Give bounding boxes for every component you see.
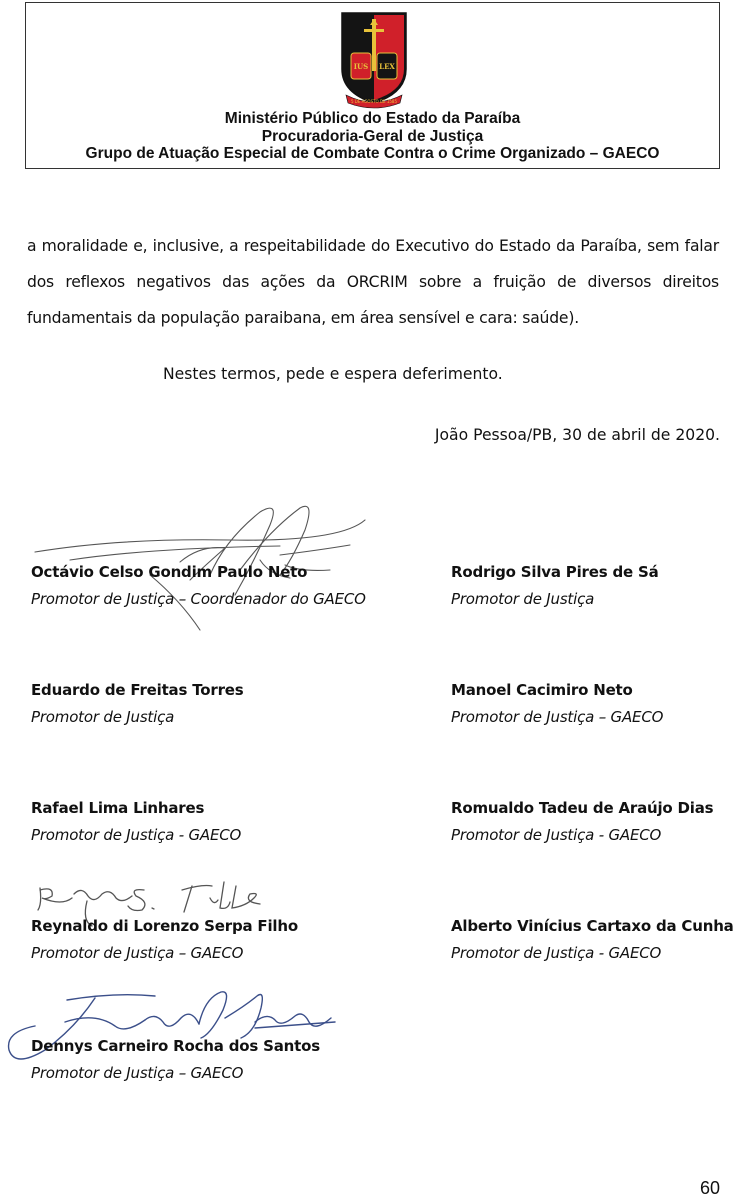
signatory-name: Reynaldo di Lorenzo Serpa Filho (31, 917, 298, 935)
body-paragraph: a moralidade e, inclusive, a respeitabilidade do Executivo do Estado da Paraíba, sem falar dos reflexos negativos das ações da ORCRIM sobre a fruição de diversos direitos fundamentais da população paraibana, em área sensível e cara: saúde). (27, 237, 719, 327)
signatory-manoel (451, 677, 738, 731)
signatory-name: Rafael Lima Linhares (31, 799, 205, 817)
signatory-name: Alberto Vinícius Cartaxo da Cunha (451, 917, 734, 935)
signatory-alberto (451, 913, 738, 967)
signatory-dennys (31, 1033, 331, 1087)
signatory-eduardo (31, 677, 331, 731)
signatory-name: Rodrigo Silva Pires de Sá (451, 563, 659, 581)
header-institution: Ministério Público do Estado da Paraíba (224, 110, 521, 127)
emblem-motto-ius: IUS (353, 62, 369, 71)
signatory-role: Promotor de Justiça - GAECO (451, 944, 662, 962)
signatory-reynaldo (31, 913, 331, 967)
mppb-emblem-icon (340, 11, 408, 109)
place-date: João Pessoa/PB, 30 de abril de 2020. (434, 426, 720, 444)
page-number: 60 (699, 1178, 720, 1198)
signatory-role: Promotor de Justiça – GAECO (31, 1064, 244, 1082)
signatory-role: Promotor de Justiça – GAECO (31, 944, 244, 962)
signatory-romualdo (451, 795, 738, 849)
signatory-name: Romualdo Tadeu de Araújo Dias (451, 799, 714, 817)
signatory-role: Promotor de Justiça - GAECO (31, 826, 242, 844)
emblem-ribbon-text: 5 DE AGOSTO DE 1585 (350, 99, 398, 104)
signatory-rodrigo (451, 559, 738, 613)
header-department: Procuradoria-Geral de Justiça (261, 128, 484, 145)
closing-line: Nestes termos, pede e espera deferimento. (163, 365, 503, 383)
signatory-role: Promotor de Justiça (451, 590, 595, 608)
signatory-role: Promotor de Justiça – GAECO (451, 708, 664, 726)
signatory-role: Promotor de Justiça (31, 708, 175, 726)
header-group: Grupo de Atuação Especial de Combate Contra o Crime Organizado – GAECO (85, 145, 660, 162)
signatory-role: Promotor de Justiça – Coordenador do GAECO (31, 590, 366, 608)
signatory-octavio (31, 559, 366, 613)
signatory-role: Promotor de Justiça - GAECO (451, 826, 662, 844)
signatory-name: Manoel Cacimiro Neto (451, 681, 633, 699)
signatory-name: Eduardo de Freitas Torres (31, 681, 244, 699)
signatory-rafael (31, 795, 331, 849)
emblem-motto-lex: LEX (379, 62, 395, 71)
signatory-name: Octávio Celso Gondim Paulo Neto (31, 563, 308, 581)
letterhead (25, 2, 720, 169)
signatory-name: Dennys Carneiro Rocha dos Santos (31, 1037, 320, 1055)
